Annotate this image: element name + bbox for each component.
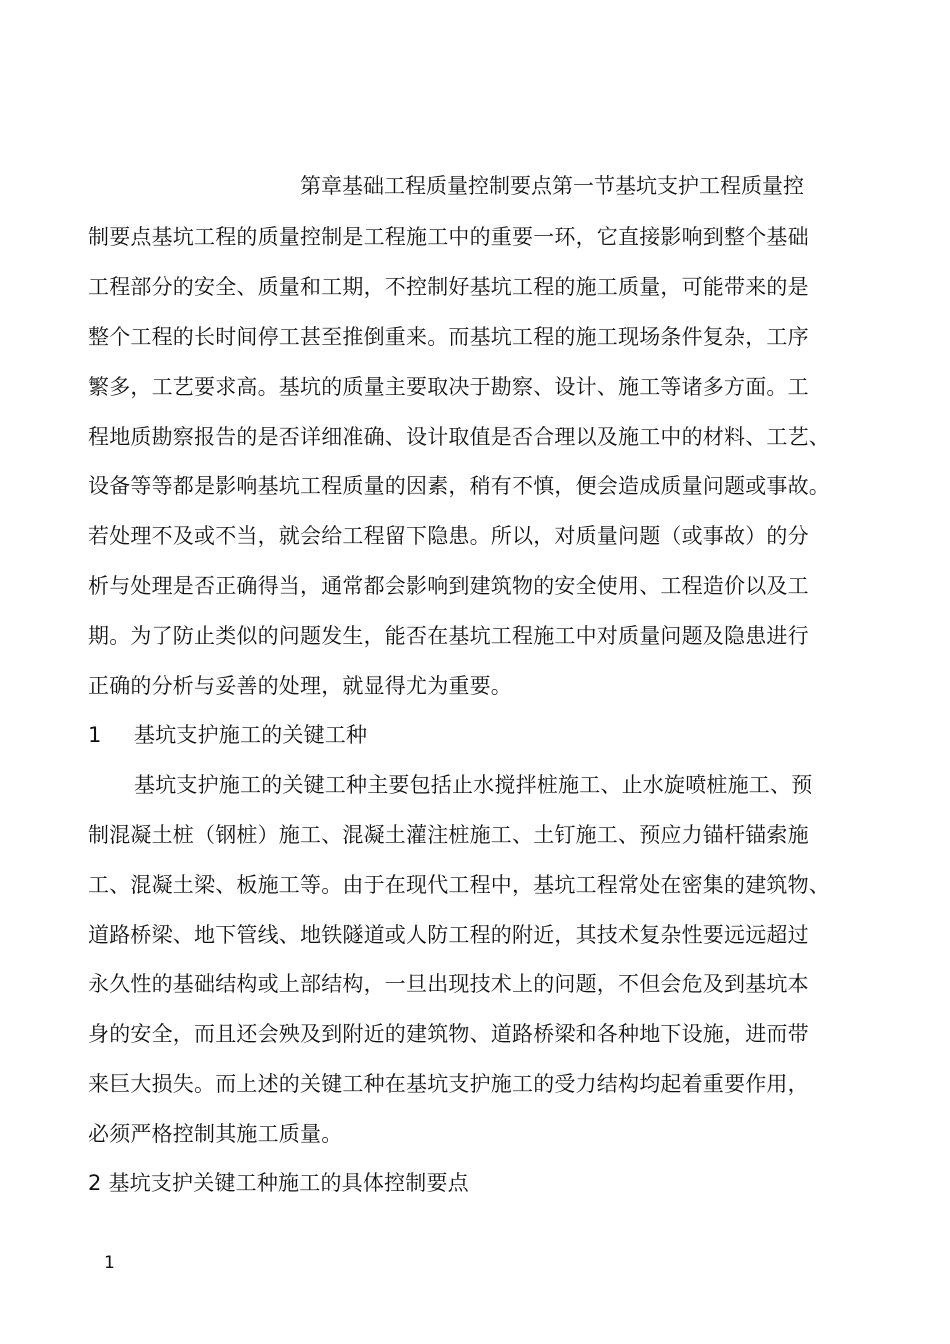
paragraph-text: 基坑工程的质量控制是工程施工中的重要一环，它直接影响到整个基础 [151, 225, 809, 249]
section-heading-text: 基坑支护关键工种施工的具体控制要点 [108, 1171, 469, 1195]
paragraph-line: 制混凝土桩（钢桩）施工、混凝土灌注桩施工、土钉施工、预应力锚杆锚索施 [88, 823, 809, 847]
paragraph-line: 程地质勘察报告的是否详细准确、设计取值是否合理以及施工中的材料、工艺、 [88, 425, 830, 449]
paragraph-line: 道路桥梁、地下管线、地铁隧道或人防工程的附近，其技术复杂性要远远超过 [88, 923, 809, 947]
paragraph-line: 正确的分析与妥善的处理，就显得尤为重要。 [88, 674, 512, 698]
paragraph-line: 整个工程的长时间停工甚至推倒重来。而基坑工程的施工现场条件复杂，工序 [88, 325, 809, 349]
paragraph-line: 身的安全，而且还会殃及到附近的建筑物、道路桥梁和各种地下设施，进而带 [88, 1022, 809, 1046]
section-heading-1 [88, 721, 367, 749]
section-heading-2 [88, 1169, 469, 1197]
paragraph-line: 若处理不及或不当，就会给工程留下隐患。所以，对质量问题（或事故）的分 [88, 524, 809, 548]
section-heading-text: 基坑支护施工的关键工种 [134, 723, 368, 747]
paragraph-line: 基坑支护施工的关键工种主要包括止水搅拌桩施工、止水旋喷桩施工、预 [134, 773, 813, 797]
document-title: 第章基础工程质量控制要点第一节基坑支护工程质量控 [300, 174, 804, 198]
paragraph-line: 工程部分的安全、质量和工期，不控制好基坑工程的施工质量，可能带来的是 [88, 275, 809, 299]
section-number: 1 [88, 723, 102, 747]
paragraph-line: 期。为了防止类似的问题发生，能否在基坑工程施工中对质量问题及隐患进行 [88, 624, 809, 648]
paragraph-line: 繁多，工艺要求高。基坑的质量主要取决于勘察、设计、施工等诸多方面。工 [88, 375, 809, 399]
paragraph-line: 来巨大损失。而上述的关键工种在基坑支护施工的受力结构均起着重要作用， [88, 1072, 809, 1096]
paragraph-line: 必须严格控制其施工质量。 [88, 1122, 343, 1146]
paragraph-line: 设备等等都是影响基坑工程质量的因素，稍有不慎，便会造成质量问题或事故。 [88, 474, 830, 498]
page-number: 1 [104, 1253, 115, 1273]
document-title-continuation: 制要点 [88, 225, 152, 249]
paragraph-line: 工、混凝土梁、板施工等。由于在现代工程中，基坑工程常处在密集的建筑物、 [88, 873, 830, 897]
paragraph-line: 永久性的基础结构或上部结构，一旦出现技术上的问题，不但会危及到基坑本 [88, 972, 809, 996]
paragraph-line [88, 223, 809, 251]
paragraph-line: 析与处理是否正确得当，通常都会影响到建筑物的安全使用、工程造价以及工 [88, 574, 809, 598]
section-number: 2 [88, 1171, 102, 1195]
